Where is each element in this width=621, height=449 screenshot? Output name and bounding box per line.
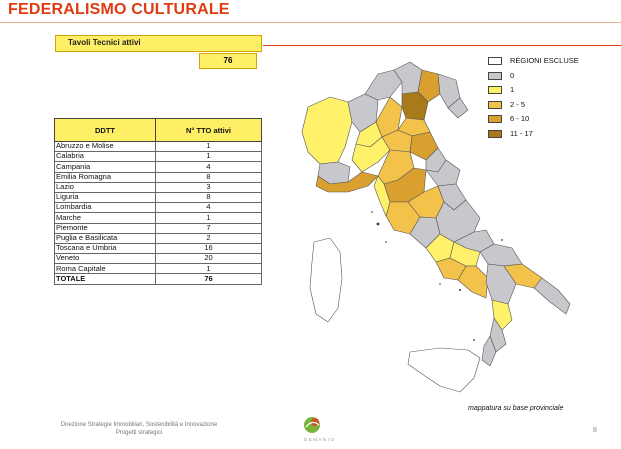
table-row (55, 243, 262, 253)
italy-map (290, 52, 590, 397)
title-divider (0, 22, 621, 23)
row-count: 1 (156, 264, 262, 274)
row-region: Liguria (55, 192, 156, 202)
table-row (55, 172, 262, 182)
table-row (55, 203, 262, 213)
legend-label: REGIONI ESCLUSE (510, 56, 579, 65)
row-region: Lazio (55, 182, 156, 192)
island-eolie (473, 339, 475, 341)
table-row (55, 254, 262, 264)
tavoli-box (55, 35, 262, 52)
legend-label: 1 (510, 85, 515, 94)
map-region-piemonte (302, 97, 352, 164)
row-region: Roma Capitale (55, 264, 156, 274)
table-total-row (55, 274, 262, 284)
map-region-lombardia-north (365, 70, 402, 100)
row-count: 7 (156, 223, 262, 233)
row-count: 1 (156, 142, 262, 152)
legend-swatch (488, 86, 502, 94)
row-count: 8 (156, 192, 262, 202)
row-count: 20 (156, 254, 262, 264)
logo-emblem (300, 414, 360, 444)
island-elba (377, 223, 380, 226)
logo-text: DEMANIO (304, 437, 336, 442)
table-row (55, 192, 262, 202)
table-row (55, 213, 262, 223)
row-count: 1 (156, 213, 262, 223)
legend-label: 6 - 10 (510, 114, 530, 123)
island-capraia (371, 211, 373, 213)
footer-line-2: Progetti strategici (115, 430, 163, 436)
table-header-row (55, 119, 262, 142)
legend-swatch (488, 57, 502, 65)
row-region: Puglia e Basilicata (55, 233, 156, 243)
island-ponza (439, 283, 441, 285)
row-region: Abruzzo e Molise (55, 142, 156, 152)
row-region: Calabria (55, 152, 156, 162)
row-region: Campania (55, 162, 156, 172)
page-title: FEDERALISMO CULTURALE (8, 1, 230, 18)
table-row (55, 264, 262, 274)
footer-line-1: Direzione Strategie Immobiliari, Sostenibilità e Innovazione (60, 422, 218, 428)
row-count: 4 (156, 203, 262, 213)
tavoli-count: 76 (199, 53, 257, 69)
row-region: Veneto (55, 254, 156, 264)
total-label: TOTALE (55, 274, 156, 284)
legend-label: 2 - 5 (510, 99, 526, 109)
map-region-sardegna (310, 238, 342, 322)
legend-swatch (488, 72, 502, 80)
island-giglio (385, 241, 387, 243)
row-count: 3 (156, 182, 262, 192)
table-row (55, 142, 262, 152)
row-region: Marche (55, 213, 156, 223)
row-count: 2 (156, 233, 262, 243)
row-count: 8 (156, 172, 262, 182)
row-count: 4 (156, 162, 262, 172)
table-row (55, 162, 262, 172)
row-count: 1 (156, 152, 262, 162)
table-row (55, 223, 262, 233)
tavoli-label: Tavoli Tecnici attivi (68, 38, 141, 47)
ddtt-table (54, 118, 262, 285)
header-red-line (263, 45, 621, 46)
map-region-puglia-south (534, 278, 570, 314)
row-region: Lombardia (55, 203, 156, 213)
legend-swatch (488, 101, 502, 109)
legend-swatch (488, 130, 502, 138)
total-count: 76 (156, 274, 262, 284)
footer (24, 421, 254, 437)
header-ddtt: DDTT (55, 119, 156, 142)
legend-label: 0 (510, 70, 515, 80)
row-region: Emilia Romagna (55, 172, 156, 182)
row-region: Piemonte (55, 223, 156, 233)
island-tremiti (501, 239, 503, 241)
agency-logo (300, 414, 360, 449)
legend-swatch (488, 115, 502, 123)
row-region: Toscana e Umbria (55, 243, 156, 253)
page-number: 8 (593, 427, 597, 434)
map-note: mappatura su base provinciale (468, 405, 564, 412)
table-row (55, 182, 262, 192)
header-count: N° TTO attivi (156, 119, 262, 142)
legend-label: 11 - 17 (510, 128, 533, 138)
table-row (55, 152, 262, 162)
island-ischia (459, 289, 461, 291)
table-row (55, 233, 262, 243)
map-region-sicilia (408, 348, 480, 392)
row-count: 16 (156, 243, 262, 253)
